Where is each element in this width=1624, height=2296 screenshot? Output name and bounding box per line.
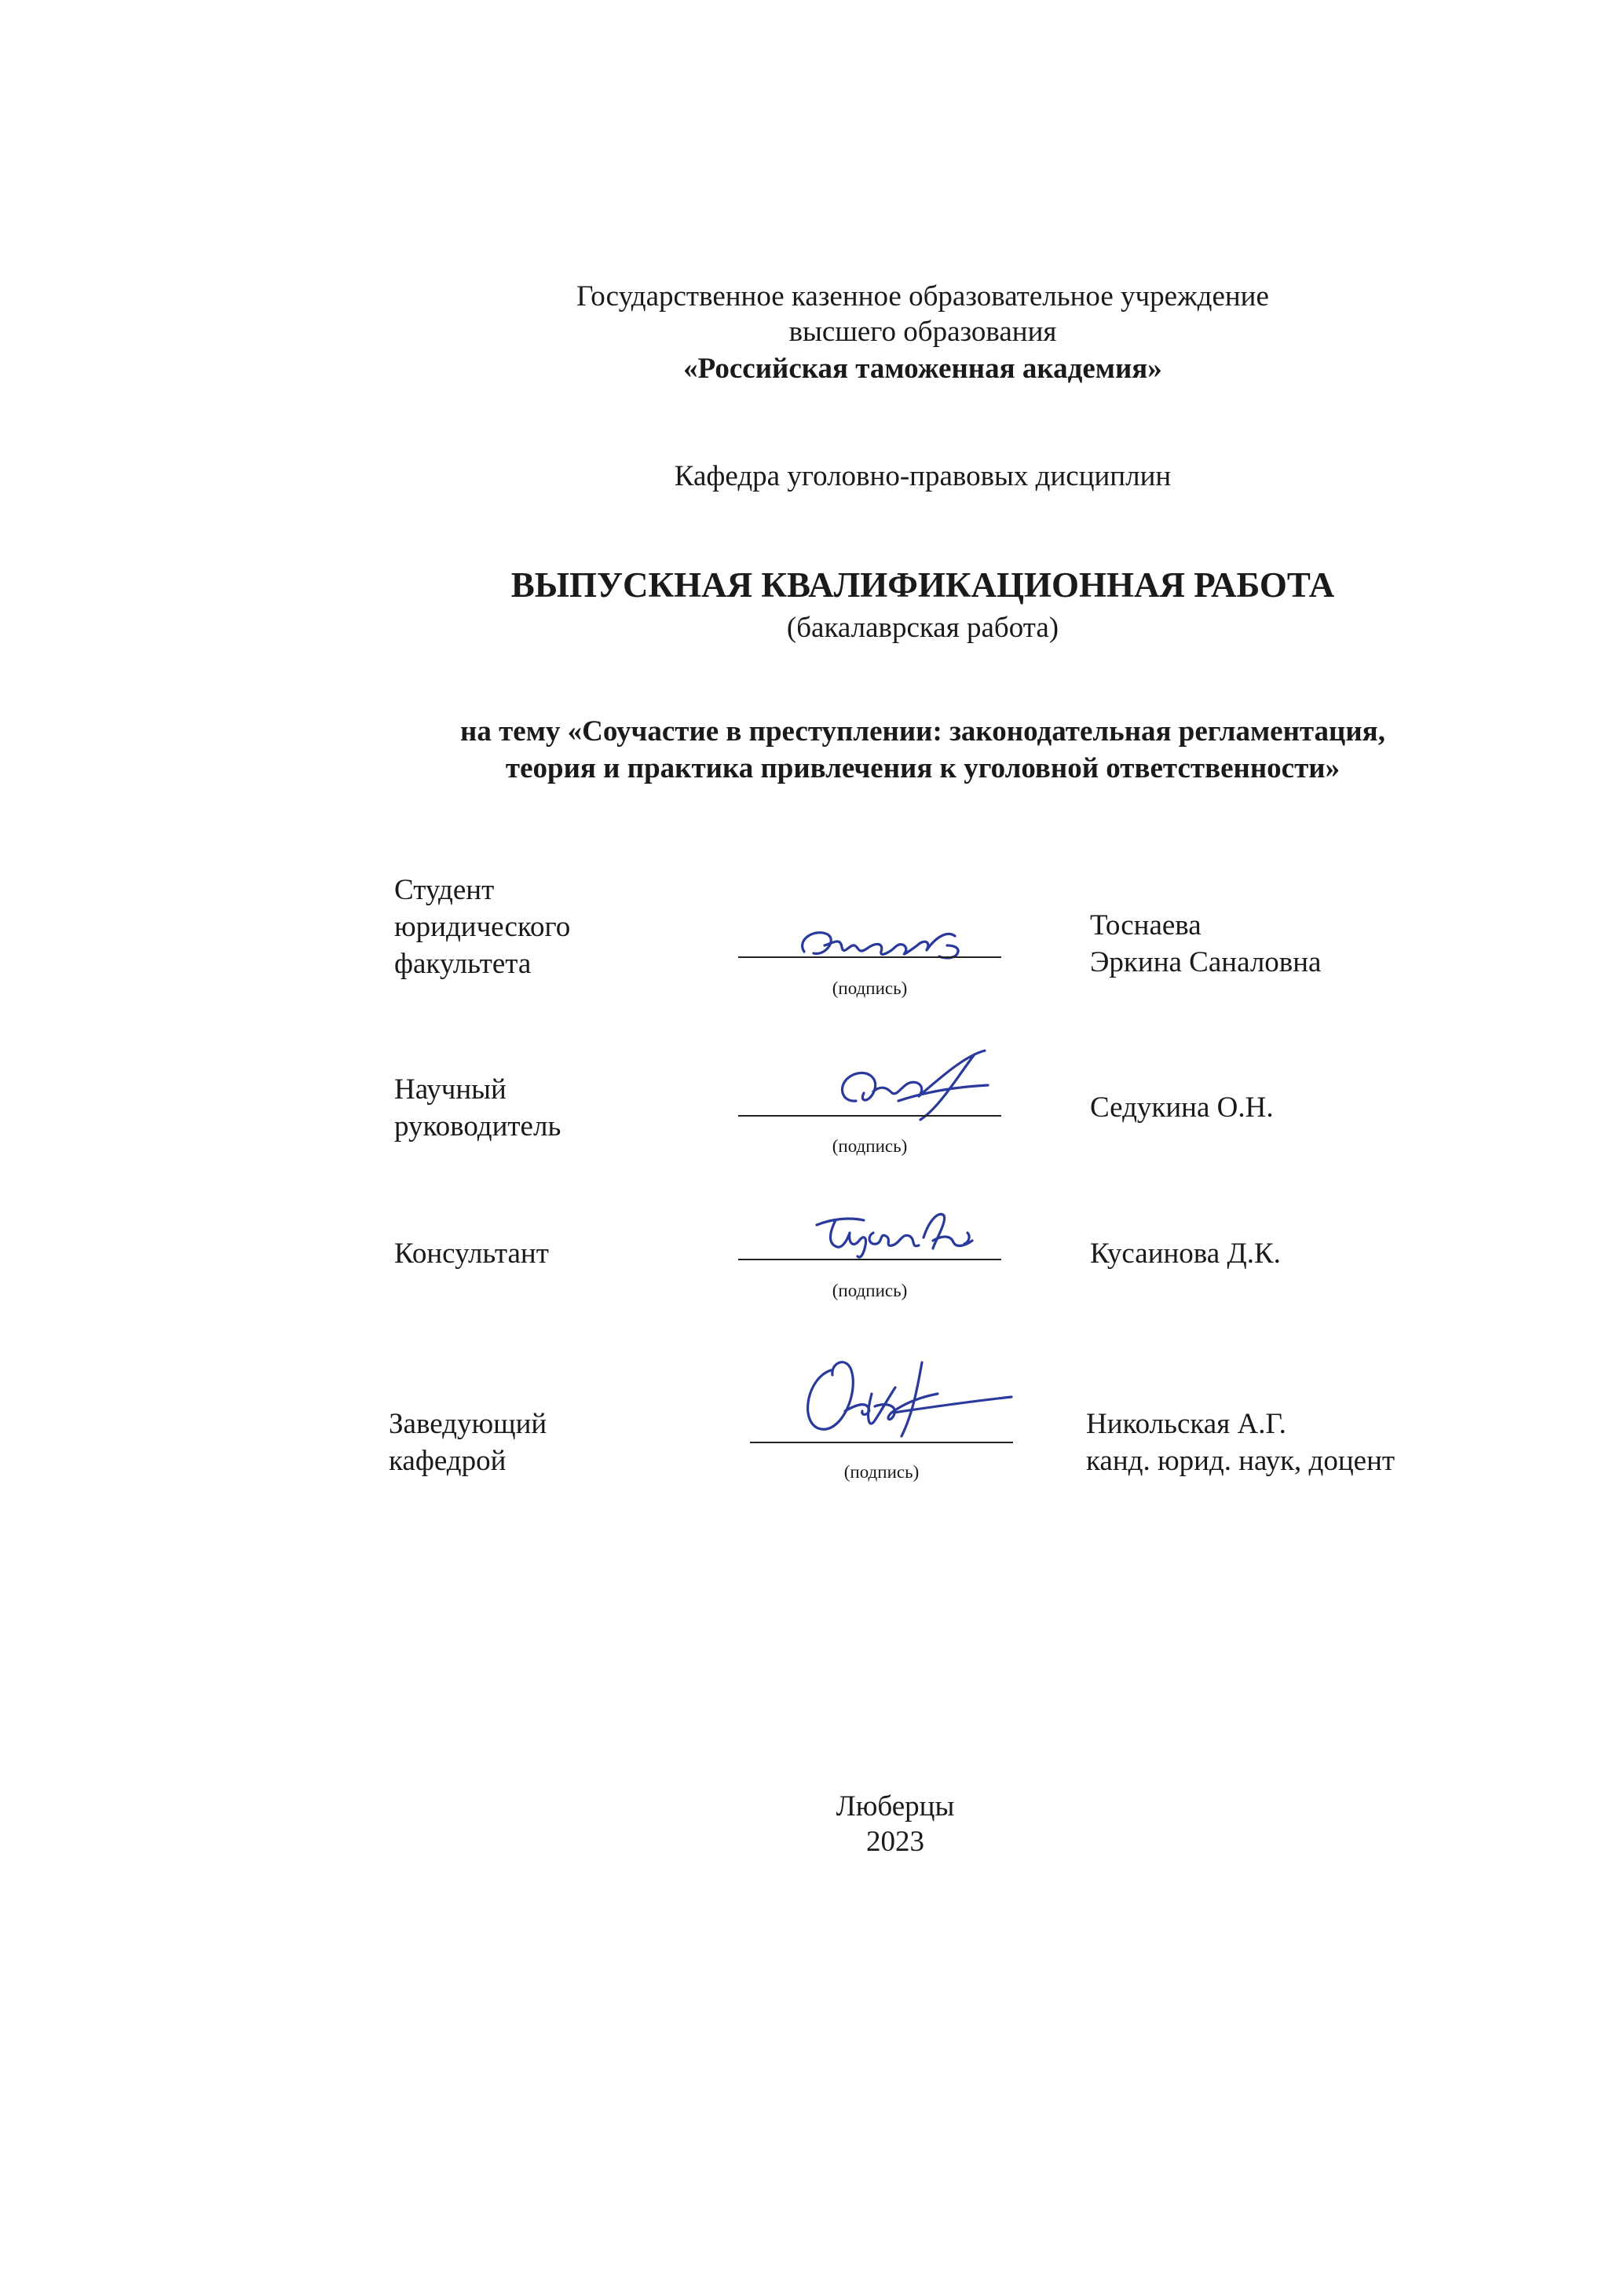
role-student: Студент юридического факультета	[394, 874, 571, 980]
signature-student-icon	[793, 911, 982, 974]
role-head: Заведующий кафедрой	[389, 1408, 547, 1477]
signature-line-head	[750, 1442, 1013, 1443]
document-title: ВЫПУСКНАЯ КВАЛИФИКАЦИОННАЯ РАБОТА	[510, 565, 1335, 605]
role-consultant: Консультант	[394, 1238, 549, 1270]
year: 2023	[866, 1826, 924, 1858]
signature-head-icon	[784, 1339, 1019, 1441]
signature-caption-consultant: (подпись)	[832, 1281, 908, 1300]
name-consultant: Кусаинова Д.К.	[1090, 1238, 1281, 1270]
city: Люберцы	[836, 1790, 955, 1823]
name-student: Тоснаева Эркина Саналовна	[1090, 909, 1322, 978]
institution-name: «Российская таможенная академия»	[683, 353, 1162, 385]
department-name: Кафедра уголовно-правовых дисциплин	[674, 460, 1172, 492]
institution-level: высшего образования	[788, 316, 1057, 348]
signature-line-supervisor	[738, 1115, 1001, 1117]
document-subtitle: (бакалаврская работа)	[786, 612, 1059, 644]
signature-line-student	[738, 956, 1001, 958]
name-supervisor: Седукина О.Н.	[1090, 1091, 1274, 1124]
signature-caption-student: (подпись)	[832, 978, 908, 998]
signature-consultant-icon	[801, 1201, 989, 1264]
institution-type: Государственное казенное образовательное учреждение	[576, 280, 1269, 313]
signature-caption-supervisor: (подпись)	[832, 1136, 908, 1156]
theme-line-2: теория и практика привлечения к уголовной ответственности»	[505, 752, 1341, 784]
signature-caption-head: (подпись)	[843, 1462, 920, 1482]
signature-line-consultant	[738, 1259, 1001, 1260]
signature-supervisor-icon	[817, 1044, 1005, 1123]
role-supervisor: Научный руководитель	[394, 1073, 561, 1143]
theme-line-1: на тему «Соучастие в преступлении: законодательная регламентация,	[460, 715, 1385, 748]
name-head: Никольская А.Г. канд. юрид. наук, доцент	[1086, 1408, 1395, 1477]
